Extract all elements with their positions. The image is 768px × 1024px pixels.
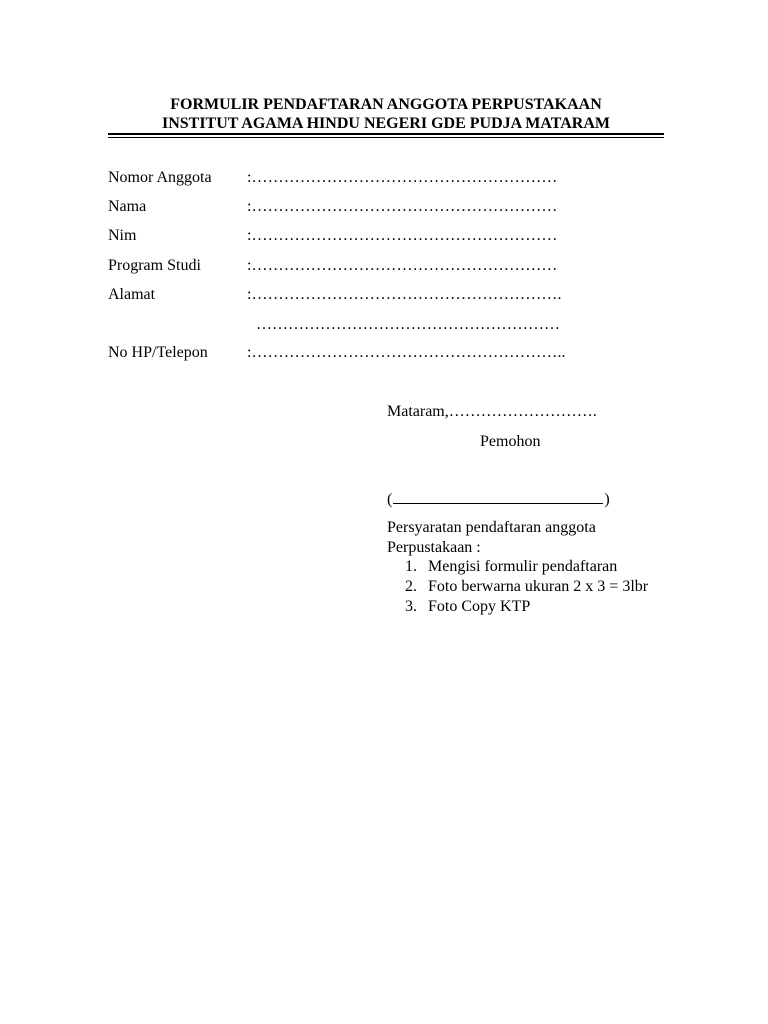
requirement-item: [387, 577, 648, 597]
field-label-nim: Nim: [108, 227, 137, 244]
field-label-nomor-anggota: Nomor Anggota: [108, 169, 212, 186]
form-title-line-2: INSTITUT AGAMA HINDU NEGERI GDE PUDJA MATARAM: [161, 115, 611, 132]
requirement-number: 2.: [405, 578, 417, 595]
signature-place-date[interactable]: Mataram,……………………….: [387, 403, 597, 420]
signature-role: Pemohon: [480, 433, 541, 450]
field-blank-nama[interactable]: :…………………………………………………: [247, 198, 558, 215]
title-double-rule-thick: [108, 133, 664, 135]
field-blank-alamat-continuation[interactable]: …………………………………………………: [256, 316, 560, 333]
field-blank-program-studi[interactable]: :…………………………………………………: [247, 257, 558, 274]
field-blank-no-hp-telepon[interactable]: :…………………………………………………..: [247, 344, 566, 361]
requirement-number: 1.: [405, 558, 417, 575]
requirement-item: [387, 557, 648, 577]
form-title-line-1: FORMULIR PENDAFTARAN ANGGOTA PERPUSTAKAAN: [170, 96, 602, 113]
requirements-list: [387, 557, 648, 617]
signature-blank-underline[interactable]: [393, 489, 603, 504]
requirement-text: Foto berwarna ukuran 2 x 3 = 3lbr: [428, 578, 649, 595]
field-label-alamat: Alamat: [108, 286, 156, 303]
field-label-program-studi: Program Studi: [108, 257, 201, 274]
field-label-nama: Nama: [108, 198, 147, 215]
signature-name-line[interactable]: [387, 489, 610, 510]
field-blank-nomor-anggota[interactable]: :…………………………………………………: [247, 169, 558, 186]
title-double-rule-thin: [108, 137, 664, 138]
requirement-text: Foto Copy KTP: [428, 598, 531, 615]
requirement-number: 3.: [405, 598, 417, 615]
requirements-heading: Persyaratan pendaftaran anggota Perpustakaan :: [387, 519, 596, 556]
requirement-text: Mengisi formulir pendaftaran: [428, 558, 618, 575]
signature-open-paren: (: [387, 491, 393, 508]
signature-close-paren: ): [604, 491, 610, 508]
field-blank-alamat[interactable]: :………………………………………………….: [247, 286, 562, 303]
field-label-no-hp-telepon: No HP/Telepon: [108, 344, 208, 361]
field-blank-nim[interactable]: :…………………………………………………: [247, 227, 558, 244]
requirement-item: [387, 597, 648, 617]
